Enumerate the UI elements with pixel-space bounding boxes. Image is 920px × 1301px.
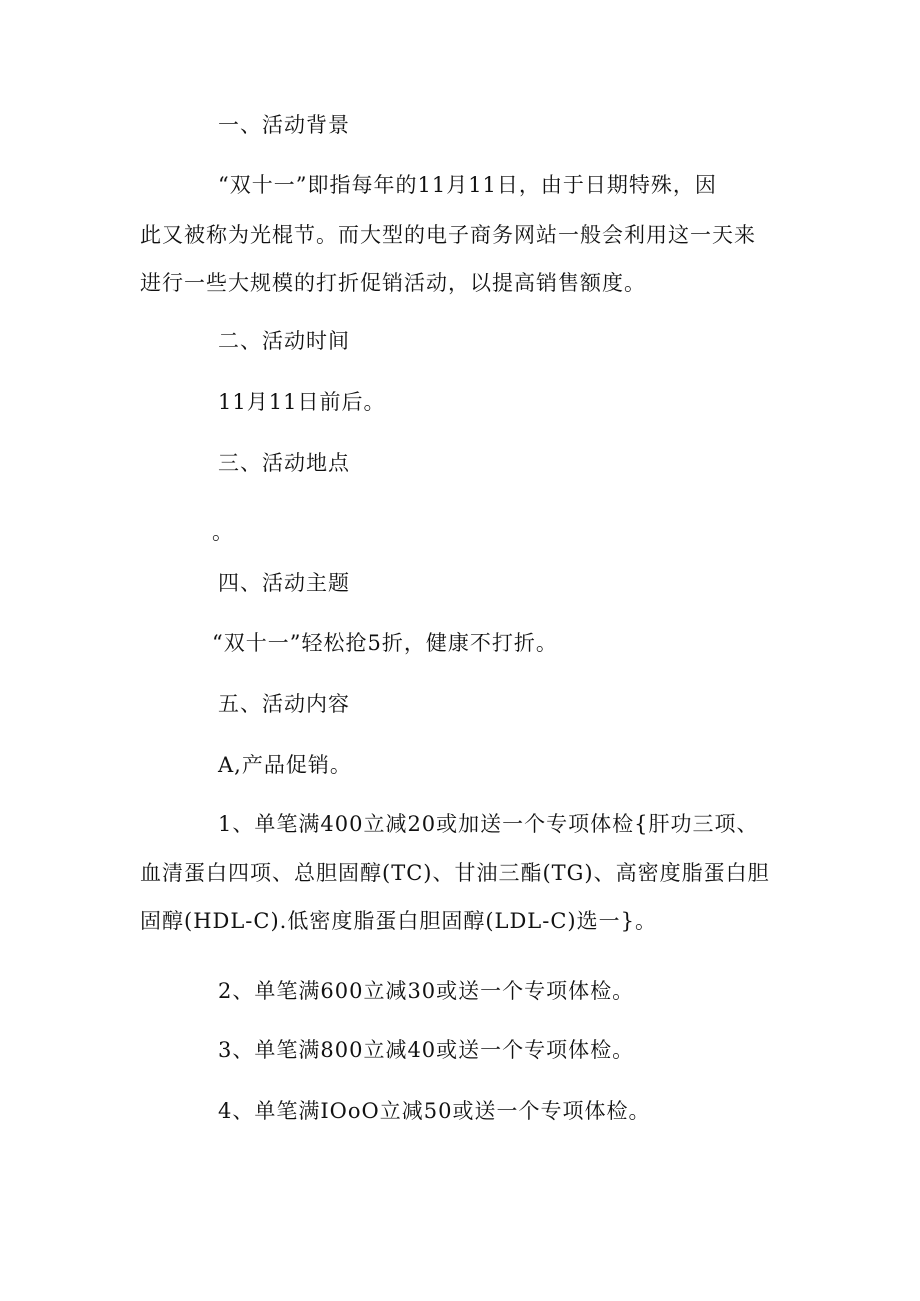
promo-item-3: 3、单笔满800立减40或送一个专项体检。 bbox=[218, 1038, 635, 1062]
location-text: 。 bbox=[212, 520, 234, 544]
theme-text: “双十一”轻松抢5折，健康不打折。 bbox=[212, 631, 558, 655]
section-heading-location: 三、活动地点 bbox=[218, 451, 350, 475]
subsection-product-promotion: A,产品促销。 bbox=[218, 753, 352, 777]
time-text: 11月11日前后。 bbox=[218, 390, 386, 414]
promo-item-1-line-1: 1、单笔满400立减20或加送一个专项体检{肝功三项、 bbox=[218, 812, 759, 836]
section-heading-theme: 四、活动主题 bbox=[218, 571, 350, 595]
background-paragraph-line-3: 进行一些大规模的打折促销活动，以提高销售额度。 bbox=[140, 271, 646, 295]
promo-item-4: 4、单笔满IOoO立减50或送一个专项体检。 bbox=[218, 1099, 651, 1123]
section-heading-content: 五、活动内容 bbox=[218, 692, 350, 716]
background-paragraph-line-2: 此又被称为光棍节。而大型的电子商务网站一般会利用这一天来 bbox=[140, 223, 756, 247]
section-heading-time: 二、活动时间 bbox=[218, 329, 350, 353]
background-paragraph-line-1: “双十一”即指每年的11月11日，由于日期特殊，因 bbox=[218, 173, 717, 197]
promo-item-2: 2、单笔满600立减30或送一个专项体检。 bbox=[218, 979, 635, 1003]
section-heading-background: 一、活动背景 bbox=[218, 113, 350, 137]
promo-item-1-line-3: 固醇(HDL-C).低密度脂蛋白胆固醇(LDL-C)选一}。 bbox=[140, 909, 657, 933]
promo-item-1-line-2: 血清蛋白四项、总胆固醇(TC)、甘油三酯(TG)、高密度脂蛋白胆 bbox=[140, 861, 770, 885]
